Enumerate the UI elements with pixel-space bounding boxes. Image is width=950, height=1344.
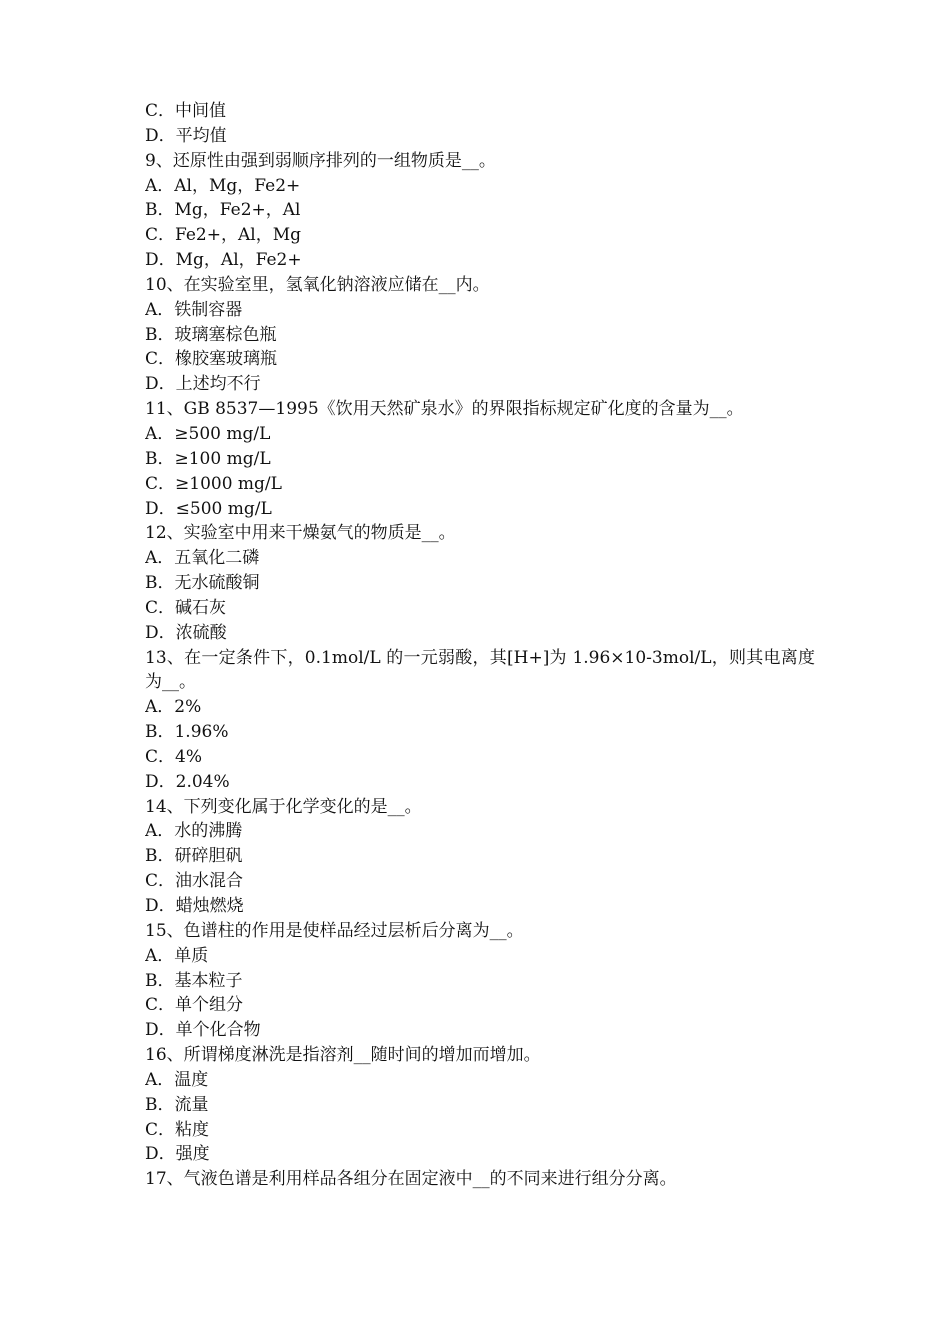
option-d: D．≤500 mg/L (145, 498, 272, 519)
option-a: A．2% (145, 697, 202, 718)
option-a: A．铁制容器 (145, 299, 243, 320)
option-b: B．Mg，Fe2+，Al (145, 200, 301, 221)
option-b: B．玻璃塞棕色瓶 (145, 324, 277, 345)
document-body (145, 99, 815, 1192)
option-c: C．≥1000 mg/L (145, 473, 282, 494)
option-c: C．中间值 (145, 101, 227, 121)
question-17: 17、气液色谱是利用样品各组分在固定液中__的不同来进行组分分离。 (145, 1169, 677, 1190)
option-d: D．上述均不行 (145, 374, 261, 395)
option-c: C．油水混合 (145, 871, 244, 892)
question-15: 15、色谱柱的作用是使样品经过层析后分离为__。 (145, 920, 524, 941)
option-a: A．水的沸腾 (145, 821, 243, 842)
option-a: A．五氧化二磷 (145, 548, 260, 569)
option-b: B．1.96% (145, 722, 229, 743)
option-d: D．浓硫酸 (145, 622, 227, 643)
question-16: 16、所谓梯度淋洗是指溶剂__随时间的增加而增加。 (145, 1045, 541, 1066)
question-14: 14、下列变化属于化学变化的是__。 (145, 796, 422, 817)
option-d: D．蜡烛燃烧 (145, 896, 244, 916)
option-a: A．单质 (145, 945, 209, 966)
question-12: 12、实验室中用来干燥氨气的物质是__。 (145, 523, 456, 544)
option-c: C．4% (145, 746, 202, 767)
option-c: C．单个组分 (145, 995, 244, 1016)
option-d: D．单个化合物 (145, 1020, 261, 1041)
option-c: C．橡胶塞玻璃瓶 (145, 349, 278, 370)
option-a: A．Al，Mg，Fe2+ (145, 175, 301, 196)
option-b: B．无水硫酸铜 (145, 573, 260, 594)
option-c: C．Fe2+，Al，Mg (145, 225, 301, 246)
option-b: B．≥100 mg/L (145, 448, 271, 469)
option-c: C．粘度 (145, 1119, 210, 1140)
option-a: A．温度 (145, 1069, 209, 1090)
option-d: D．2.04% (145, 771, 230, 792)
option-d: D．平均值 (145, 125, 227, 146)
question-9: 9、还原性由强到弱顺序排列的一组物质是__。 (145, 150, 496, 171)
question-13: 13、在一定条件下，0.1mol/L 的一元弱酸，其[H+]为 1.96×10-3mol/L，则其电离度为__。 (145, 647, 815, 693)
question-11: 11、GB 8537—1995《饮用天然矿泉水》的界限指标规定矿化度的含量为__。 (145, 399, 744, 420)
option-d: D．强度 (145, 1144, 210, 1165)
option-c: C．碱石灰 (145, 597, 227, 618)
option-b: B．流量 (145, 1094, 209, 1115)
option-d: D．Mg，Al，Fe2+ (145, 250, 302, 271)
question-10: 10、在实验室里，氢氧化钠溶液应储在__内。 (145, 274, 490, 295)
option-b: B．研碎胆矾 (145, 846, 243, 867)
option-b: B．基本粒子 (145, 970, 243, 991)
option-a: A．≥500 mg/L (145, 423, 271, 444)
